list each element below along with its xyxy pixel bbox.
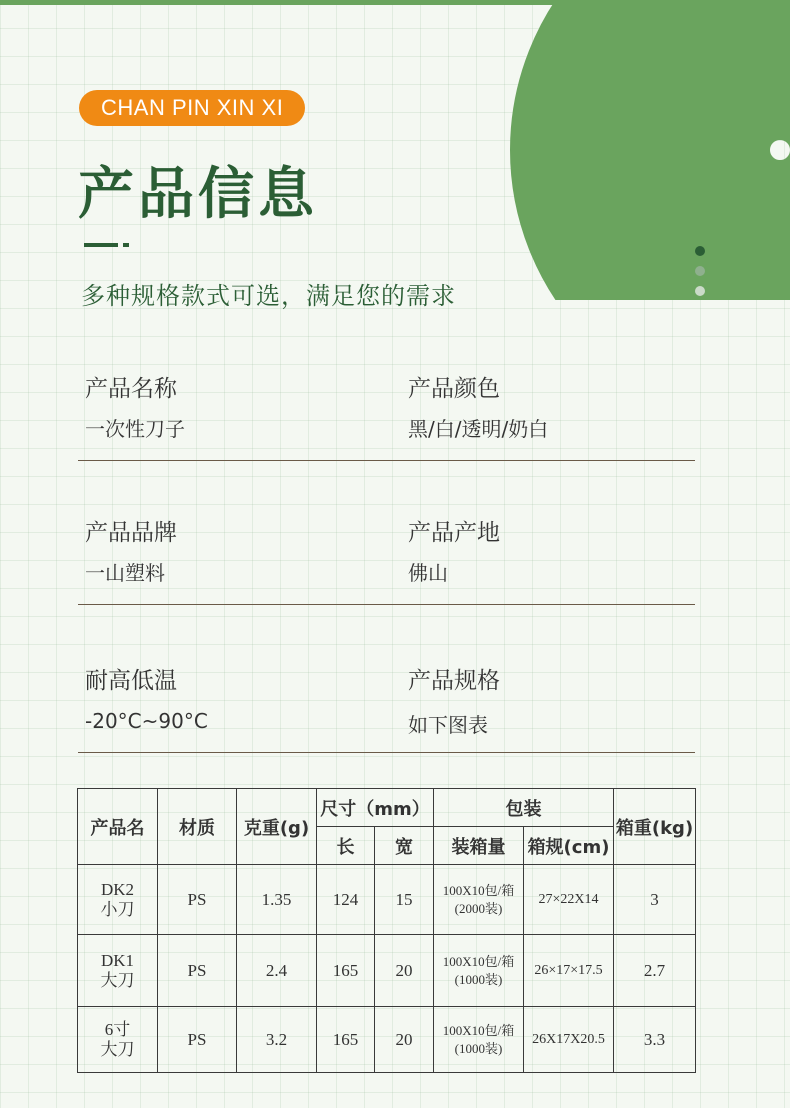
info-value: 一次性刀子: [85, 417, 185, 441]
cell-material: PS: [158, 865, 237, 935]
pinyin-badge: CHAN PIN XIN XI: [79, 90, 305, 126]
header-packing: 包装: [434, 789, 614, 827]
info-value: 佛山: [408, 561, 448, 585]
cell-length: 165: [317, 935, 375, 1007]
table-row: [78, 1007, 696, 1073]
name-line1: DK2: [100, 879, 135, 899]
spec-table: [77, 788, 696, 1073]
decorative-dot-dark: [695, 246, 705, 256]
info-label: 产品产地: [408, 520, 500, 546]
header-length: 长: [317, 827, 375, 865]
info-value: 一山塑料: [85, 561, 165, 585]
info-label: 产品规格: [408, 668, 500, 694]
corner-decoration: [490, 0, 790, 300]
cell-box-spec: 26×17×17.5: [524, 935, 614, 1007]
qty-line2: (1000装): [454, 1040, 503, 1056]
header-box-spec: 箱规(cm): [524, 827, 614, 865]
qty-line1: 100X10包/箱: [442, 882, 515, 898]
title-underline: [84, 243, 118, 247]
info-label: 耐高低温: [85, 668, 177, 694]
table-header-row: [78, 789, 696, 827]
info-product-brand: [85, 514, 177, 586]
info-spec: [408, 662, 500, 738]
qty-line2: (2000装): [454, 900, 503, 916]
cell-weight: 3.2: [237, 1007, 317, 1073]
qty-line2: (1000装): [454, 971, 503, 987]
cell-length: 124: [317, 865, 375, 935]
header-width: 宽: [375, 827, 434, 865]
info-product-origin: [408, 514, 500, 586]
info-label: 产品名称: [85, 376, 177, 402]
info-label: 产品颜色: [408, 376, 500, 402]
info-row-2: [78, 514, 695, 605]
cell-weight: 1.35: [237, 865, 317, 935]
cell-box-weight: 3: [614, 865, 696, 935]
qty-line1: 100X10包/箱: [442, 953, 515, 969]
cell-weight: 2.4: [237, 935, 317, 1007]
name-line2: 大刀: [100, 1039, 135, 1059]
cell-width: 20: [375, 1007, 434, 1073]
name-line1: 6寸: [104, 1019, 131, 1039]
header-box-weight: 箱重(kg): [614, 789, 696, 865]
cell-box-qty: [434, 865, 524, 935]
name-line2: 大刀: [100, 970, 135, 990]
name-line1: DK1: [100, 950, 135, 970]
info-value: 如下图表: [408, 713, 488, 737]
title-underline-dot: [123, 243, 129, 247]
info-row-3: [78, 662, 695, 753]
info-temperature: [85, 662, 208, 733]
corner-arc-shape: [510, 0, 790, 300]
header-material: 材质: [158, 789, 237, 865]
page-title: 产品信息: [78, 162, 318, 227]
cell-name: [78, 1007, 158, 1073]
info-label: 产品品牌: [85, 520, 177, 546]
info-row-1: [78, 370, 695, 461]
header-weight: 克重(g): [237, 789, 317, 865]
cell-width: 15: [375, 865, 434, 935]
cell-box-weight: 2.7: [614, 935, 696, 1007]
info-value: 黑/白/透明/奶白: [408, 417, 549, 441]
name-line2: 小刀: [100, 899, 135, 919]
info-product-color: [408, 370, 548, 442]
cell-box-spec: 26X17X20.5: [524, 1007, 614, 1073]
cell-material: PS: [158, 935, 237, 1007]
cell-name: [78, 935, 158, 1007]
qty-line1: 100X10包/箱: [442, 1022, 515, 1038]
info-value: -20°C~90°C: [85, 709, 208, 733]
cell-box-qty: [434, 1007, 524, 1073]
header-name: 产品名: [78, 789, 158, 865]
cell-width: 20: [375, 935, 434, 1007]
cell-length: 165: [317, 1007, 375, 1073]
cell-box-spec: 27×22X14: [524, 865, 614, 935]
cell-box-qty: [434, 935, 524, 1007]
page-subtitle: 多种规格款式可选，满足您的需求: [81, 282, 456, 310]
cell-name: [78, 865, 158, 935]
info-product-name: [85, 370, 185, 442]
cell-material: PS: [158, 1007, 237, 1073]
decorative-dot-light: [695, 286, 705, 296]
table-row: [78, 865, 696, 935]
decorative-dot-mid: [695, 266, 705, 276]
table-row: [78, 935, 696, 1007]
header-size: 尺寸（mm）: [317, 789, 434, 827]
cell-box-weight: 3.3: [614, 1007, 696, 1073]
header-box-qty: 装箱量: [434, 827, 524, 865]
